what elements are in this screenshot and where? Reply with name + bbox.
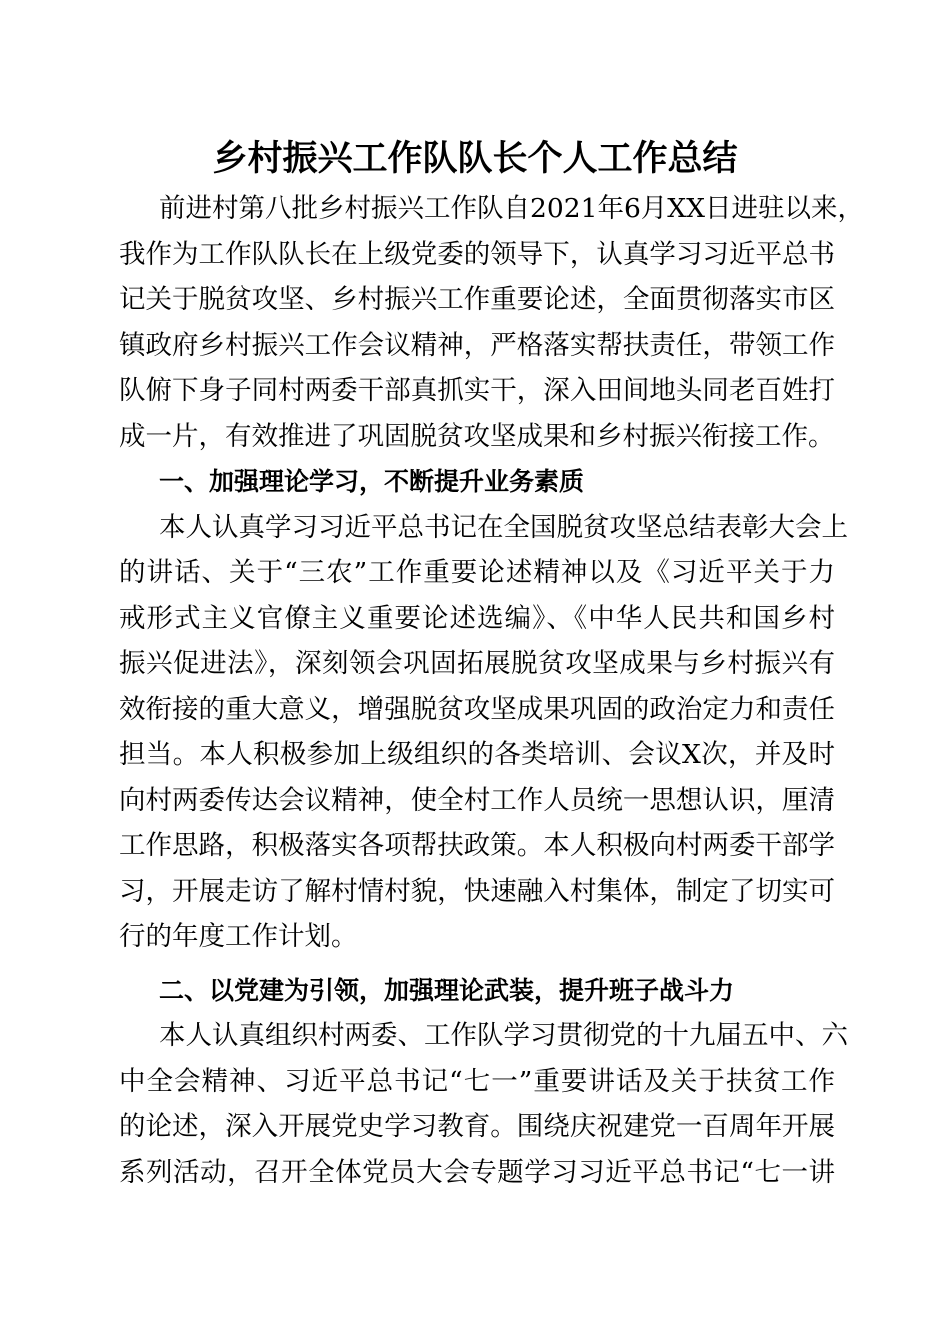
paragraph-line: 的论述，深入开展党史学习教育。围绕庆祝建党一百周年开展	[119, 1111, 835, 1142]
paragraph-line: 振兴促进法》，深刻领会巩固拓展脱贫攻坚成果与乡村振兴有	[119, 648, 835, 679]
section2-paragraph	[119, 1013, 848, 1195]
paragraph-line: 镇政府乡村振兴工作会议精神，严格落实帮扶责任，带领工作	[119, 329, 835, 361]
paragraph-line: 行的年度工作计划。	[119, 921, 358, 952]
paragraph-line: 成一片，有效推进了巩固脱贫攻坚成果和乡村振兴衔接工作。	[119, 420, 835, 452]
paragraph-line: 戒形式主义官僚主义重要论述选编》、《中华人民共和国乡村	[119, 602, 835, 634]
paragraph-line: 习，开展走访了解村情村貌，快速融入村集体，制定了切实可	[119, 875, 835, 907]
document-title: 乡村振兴工作队队长个人工作总结	[212, 138, 738, 179]
paragraph-line: 向村两委传达会议精神，使全村工作人员统一思想认识，厘清	[119, 784, 835, 816]
paragraph-line: 担当。本人积极参加上级组织的各类培训、会议X次，并及时	[119, 739, 835, 770]
paragraph-line: 本人认真组织村两委、工作队学习贯彻党的十九届五中、六	[159, 1020, 848, 1051]
paragraph-line: 本人认真学习习近平总书记在全国脱贫攻坚总结表彰大会上	[159, 511, 848, 543]
intro-paragraph	[119, 186, 865, 459]
section-heading: 二、以党建为引领，加强理论武装，提升班子战斗力	[159, 975, 735, 1005]
paragraph-line: 系列活动，召开全体党员大会专题学习习近平总书记“七一讲	[119, 1156, 835, 1188]
paragraph-line: 我作为工作队队长在上级党委的领导下，认真学习习近平总书	[119, 238, 835, 270]
paragraph-line: 中全会精神、习近平总书记“七一”重要讲话及关于扶贫工作	[119, 1065, 835, 1097]
paragraph-line: 记关于脱贫攻坚、乡村振兴工作重要论述，全面贯彻落实市区	[119, 284, 835, 315]
paragraph-line: 前进村第八批乡村振兴工作队自2021年6月XX日进驻以来，	[159, 193, 865, 224]
section-heading: 一、加强理论学习，不断提升业务素质	[159, 467, 585, 496]
paragraph-line: 的讲话、关于“三农”工作重要论述精神以及《习近平关于力	[119, 557, 835, 588]
paragraph-line: 工作思路，积极落实各项帮扶政策。本人积极向村两委干部学	[119, 830, 835, 861]
spacer	[119, 960, 835, 968]
document-body	[119, 186, 865, 1195]
paragraph-line: 效衔接的重大意义，增强脱贫攻坚成果巩固的政治定力和责任	[119, 693, 835, 725]
section1-paragraph	[119, 505, 848, 960]
paragraph-line: 队俯下身子同村两委干部真抓实干，深入田间地头同老百姓打	[119, 375, 835, 406]
